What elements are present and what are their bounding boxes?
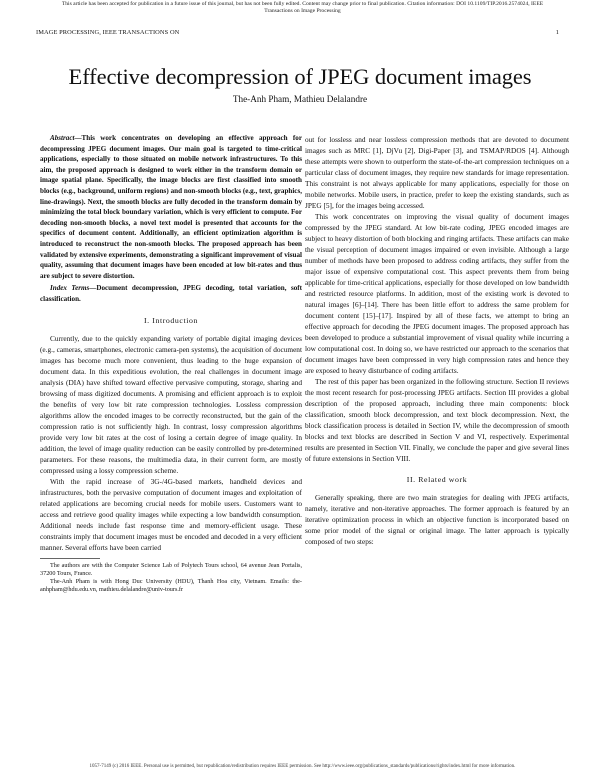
page-number: 1 (555, 29, 559, 36)
abstract-label: Abstract (50, 134, 75, 142)
intro-paragraph-1: Currently, due to the quickly expanding variety of portable digital imaging devices (e.g., cameras, smartphones, electronic camera-pen systems), the acquisition of document images has become much more convenient, thus leading to the huge expansion of document data. In this expeditious evolution, the real challenges in document image analysis (DIA) have shifted toward effective pervasive computing, storage, sharing and browsing of mass digitized documents. A promising and efficient approach is to exploit the benefits of very low bit rate compression technologies. Lossless compression algorithms allow the encoded images to be correctly reconstructed, but the gain of the compression ratio is not sufficiently high. In contrast, lossy compression algorithms provide very low bit rates at the cost of losing a certain degree of image quality. In addition, the level of image quality reduction can be easily controlled by pre-determined parameters. For these reasons, the multimedia data, in their current form, are mostly compressed using a lossy compression scheme. (40, 333, 302, 475)
index-terms (40, 283, 302, 304)
section-heading-introduction: I. Introduction (143, 315, 199, 325)
left-column (40, 133, 302, 594)
abstract-text: —This work concentrates on developing an effective approach for decompressing JPEG document images. Our main goal is targeted to time-critical applications, especially to those situated on mobile network infrastructures. To this aim, the proposed approach is designed to work either in the transform domain or image spatial plane. Specifically, the image blocks are first classified into smooth blocks (e.g., background, uniform regions) and non-smooth blocks (e.g., text, graphics, line-drawings). Next, the smooth blocks are fully decoded in the transform domain by minimizing the total block boundary variation, which is very efficient to compute. For decoding non-smooth blocks, a novel text model is presented that accounts for the specifics of document content. Additionally, an efficient optimization algorithm is introduced to reconstruct the non-smooth blocks. The proposed approach has been validated by extensive experiments, demonstrating a significant improvement of visual quality, assuming that document images have been encoded at low bit-rates and thus are subject to severe distortion. (40, 134, 302, 280)
footnote-emails: The-Anh Pham is with Hong Duc University (HDU), Thanh Hoa city, Vietnam. Emails: the-anhpham@hdu.edu.vn, mathieu.delalandre@univ-tours.fr (40, 577, 302, 593)
index-terms-label: Index Terms (50, 284, 90, 293)
index-terms-text: —Document decompression, JPEG decoding, total variation, soft classification. (40, 284, 302, 303)
intro-paragraph-5: The rest of this paper has been organized in the following structure. Section II reviews the most recent research for post-processing JPEG artifacts. Section III provides a global description of the proposed approach, including three main components: block classification, smooth block decompression, and text block decompression. Next, the block classification process is detailed in Section IV, while the decompression of smooth blocks and text blocks are described in Section V and VI, respectively. Experimental results are presented in Section VII. Finally, we conclude the paper and give several lines of future extensions in Section VIII. (305, 377, 569, 463)
paper-title: Effective decompression of JPEG document images (68, 64, 532, 89)
running-head: IMAGE PROCESSING, IEEE TRANSACTIONS ON (36, 29, 180, 36)
notice-line-1: This article has been accepted for publication in a future issue of this journal, but has not been fully edited. Content may change prior to final publication. Citation information: DOI 10.1109/TIP.2016.2574024, IEEE (61, 1, 544, 7)
intro-paragraph-3: out for lossless and near lossless compression methods that are devoted to document images such as MRC [1], DjVu [2], Digi-Paper [3], and TSMAP/RDOS [4]. Although these attempts were shown to outperform the state-of-the-art compression techniques on a particular class of document images, they require new standards for image representation. This constraint is not always applicable for many applications, especially for those on mobile networks. Mobile users, in practice, prefer to keep the existing standards, such as JPEG [5], for the images being accessed. (305, 135, 569, 210)
section-heading-related-work: II. Related work (406, 475, 468, 484)
publication-notice (10, 1, 595, 16)
footnote-rule (40, 558, 100, 559)
abstract (40, 133, 302, 281)
notice-line-2: Transactions on Image Processing (264, 8, 341, 15)
paper-authors: The-Anh Pham, Mathieu Delalandre (232, 94, 368, 104)
right-column (305, 134, 569, 547)
intro-paragraph-2: With the rapid increase of 3G-/4G-based markets, handheld devices and infrastructures, both the pervasive computation of document images and exploitation of related applications are becoming crucial needs for mobile users. Customers want to access and retrieve good quality images while expecting a low bandwidth consumption. Additional needs include fast response time and memory-efficient usage. These constraints imply that document images must be encoded and decoded in a very efficient manner. Several efforts have been carried (40, 476, 302, 552)
intro-paragraph-4: This work concentrates on improving the visual quality of document images compressed by the JPEG standard. At low bit-rate coding, JPEG encoded images are subject to heavy distortion of both blocking and ringing artifacts. These artifacts can make the visual perception of document images impaired or even invisible. Although a large number of methods have been proposed to address coding artifacts, they suffer from the major issue of expensive computational cost. This aspect prevents them from being applicable for time-critical applications, especially for those developed on low bandwidth and restricted resource platforms. In addition, most of the existing work is devoted to natural images [6]–[14]. There has been little effort to address the same problem for document content [15]–[17]. Inspired by all of these facts, we attempt to bring an effective approach for decoding the JPEG document images. The proposed approach has been developed to produce a substantial improvement of visual quality while incurring a low computational cost. In doing so, we have restricted our approach to the scenarios that document images have been compressed in very high compression rates and hence they are exposed to heavy disturbance of coding artifacts. (305, 212, 569, 375)
copyright-notice: 1057-7149 (c) 2016 IEEE. Personal use is permitted, but republication/redistribution requires IEEE permission. See http://www.ieee.org/publications_standards/publications/rights/index.html for more information. (89, 764, 516, 769)
related-work-paragraph-1: Generally speaking, there are two main strategies for dealing with JPEG artifacts, namely, iterative and non-iterative approaches. The former approach is featured by an iterative optimization process in which an objective function is incorporated based on some prior model of the signal or original image. The latter approach is typically composed of two steps: (305, 493, 569, 546)
footnote-affiliation: The authors are with the Computer Science Lab of Polytech Tours school, 64 avenue Jean Portalis, 37200 Tours, France. (40, 561, 302, 577)
